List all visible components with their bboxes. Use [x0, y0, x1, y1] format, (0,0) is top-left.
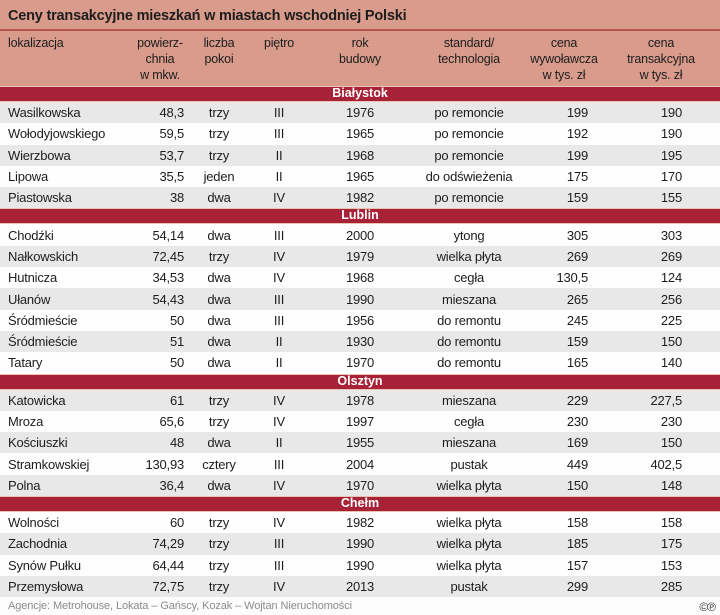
cell-lokalizacja: Mroza [8, 414, 44, 429]
cell-cena-wywolawcza: 157 [566, 557, 588, 573]
cell-liczba-pokoi: trzy [208, 248, 230, 264]
cell-rok-budowy: 2004 [345, 456, 375, 472]
cell-rok-budowy: 1956 [345, 312, 375, 328]
column-header-liczba-pokoi: liczba pokoi [203, 36, 235, 66]
cell-powierzchnia: 34,53 [152, 270, 184, 286]
cell-lokalizacja: Zachodnia [8, 536, 67, 552]
column-header-cena-wywolawcza: cena wywoławcza w tys. zł [530, 36, 598, 82]
column-headers [0, 31, 720, 86]
cell-lokalizacja: Kościuszki [8, 435, 68, 451]
cell-cena-transakcyjna: 140 [660, 355, 682, 371]
cell-standard: po remoncie [434, 147, 504, 163]
cell-cena-transakcyjna: 402,5 [650, 456, 682, 472]
column-header-powierzchnia: powierz- chnia w mkw. [137, 36, 183, 82]
cell-cena-transakcyjna: 150 [660, 435, 682, 451]
table-row [0, 453, 720, 474]
cell-standard: do remontu [437, 334, 501, 350]
cell-pietro: III [273, 536, 285, 552]
cell-powierzchnia: 65,6 [159, 414, 184, 429]
cell-liczba-pokoi: trzy [208, 579, 230, 595]
cell-lokalizacja: Tatary [8, 355, 43, 371]
cell-pietro: III [273, 126, 285, 142]
cell-pietro: IV [273, 392, 285, 408]
cell-liczba-pokoi: cztery [202, 456, 236, 472]
cell-liczba-pokoi: trzy [208, 557, 230, 573]
cell-powierzchnia: 60 [169, 515, 184, 531]
cell-rok-budowy: 1979 [345, 248, 375, 264]
cell-pietro: IV [273, 270, 285, 286]
cell-liczba-pokoi: trzy [208, 105, 230, 121]
cell-standard: cegła [453, 414, 485, 429]
cell-cena-wywolawcza: 199 [566, 147, 588, 163]
cell-cena-transakcyjna: 158 [660, 515, 682, 531]
table-row [0, 267, 720, 288]
cell-lokalizacja: Hutnicza [8, 270, 57, 286]
cell-standard: do odświeżenia [425, 169, 513, 185]
cell-cena-wywolawcza: 192 [566, 126, 588, 142]
cell-standard: do remontu [437, 355, 501, 371]
cell-cena-wywolawcza: 230 [566, 414, 588, 429]
cell-liczba-pokoi: dwa [207, 312, 231, 328]
cell-pietro: IV [273, 414, 285, 429]
cell-standard: mieszana [441, 291, 497, 307]
table-row [0, 512, 720, 533]
table-row [0, 224, 720, 245]
table-row [0, 411, 720, 432]
cell-rok-budowy: 1990 [345, 536, 375, 552]
cell-pietro: III [273, 105, 285, 121]
cell-liczba-pokoi: dwa [207, 355, 231, 371]
cell-powierzchnia: 50 [169, 355, 184, 371]
cell-cena-wywolawcza: 305 [566, 227, 588, 243]
cell-standard: cegła [453, 270, 485, 286]
cell-pietro: III [273, 456, 285, 472]
cell-rok-budowy: 1968 [345, 270, 375, 286]
cell-rok-budowy: 1965 [345, 126, 375, 142]
cell-cena-wywolawcza: 265 [566, 291, 588, 307]
cell-lokalizacja: Śródmieście [8, 312, 78, 328]
cell-rok-budowy: 1990 [345, 557, 375, 573]
cell-rok-budowy: 1976 [345, 105, 375, 121]
cell-standard: wielka płyta [436, 248, 502, 264]
cell-rok-budowy: 1982 [345, 190, 375, 206]
cell-powierzchnia: 35,5 [159, 169, 184, 185]
cell-cena-transakcyjna: 227,5 [650, 392, 682, 408]
cell-standard: pustak [450, 456, 488, 472]
cell-cena-transakcyjna: 175 [660, 536, 682, 552]
cell-lokalizacja: Wołodyjowskiego [8, 126, 106, 142]
cell-pietro: IV [273, 190, 285, 206]
cell-rok-budowy: 1978 [345, 392, 375, 408]
cell-liczba-pokoi: jeden [203, 169, 235, 185]
cell-cena-transakcyjna: 269 [660, 248, 682, 264]
table-row [0, 123, 720, 144]
cell-powierzchnia: 38 [169, 190, 184, 206]
column-header-standard: standard/ technologia [438, 36, 500, 66]
cell-cena-transakcyjna: 195 [660, 147, 682, 163]
cell-pietro: II [275, 334, 283, 350]
cell-cena-wywolawcza: 185 [566, 536, 588, 552]
cell-rok-budowy: 1970 [345, 355, 375, 371]
cell-cena-wywolawcza: 299 [566, 579, 588, 595]
cell-standard: wielka płyta [436, 536, 502, 552]
cell-lokalizacja: Wolności [8, 515, 59, 531]
cell-cena-transakcyjna: 124 [660, 270, 682, 286]
cell-standard: po remoncie [434, 105, 504, 121]
cell-standard: mieszana [441, 435, 497, 451]
cell-cena-transakcyjna: 155 [660, 190, 682, 206]
table-row [0, 555, 720, 576]
table-row [0, 390, 720, 411]
cell-pietro: II [275, 435, 283, 451]
cell-rok-budowy: 2013 [345, 579, 375, 595]
page-title: Ceny transakcyjne mieszkań w miastach wschodniej Polski [0, 0, 720, 31]
cell-powierzchnia: 72,75 [152, 579, 184, 595]
copyright-mark: ©℗ [699, 600, 715, 615]
table-row [0, 331, 720, 352]
cell-cena-wywolawcza: 229 [566, 392, 588, 408]
cell-lokalizacja: Wierzbowa [8, 147, 71, 163]
cell-standard: wielka płyta [436, 515, 502, 531]
credits-text: Agencje: Metrohouse, Lokata – Gańscy, Kozak – Wojtan Nieruchomości [8, 600, 352, 613]
cell-cena-wywolawcza: 169 [566, 435, 588, 451]
cell-lokalizacja: Synów Pułku [8, 557, 81, 573]
cell-lokalizacja: Lipowa [8, 169, 48, 185]
cell-standard: do remontu [437, 312, 501, 328]
section-header-chelm: Chełm [0, 496, 720, 512]
cell-liczba-pokoi: trzy [208, 414, 230, 429]
cell-powierzchnia: 48 [169, 435, 184, 451]
cell-cena-transakcyjna: 225 [660, 312, 682, 328]
cell-cena-wywolawcza: 245 [566, 312, 588, 328]
cell-cena-transakcyjna: 150 [660, 334, 682, 350]
cell-powierzchnia: 50 [169, 312, 184, 328]
column-header-pietro: piętro [263, 36, 295, 50]
cell-liczba-pokoi: dwa [207, 435, 231, 451]
cell-powierzchnia: 53,7 [159, 147, 184, 163]
table-row [0, 352, 720, 373]
cell-lokalizacja: Polna [8, 477, 41, 493]
cell-pietro: II [275, 355, 283, 371]
cell-liczba-pokoi: trzy [208, 536, 230, 552]
cell-powierzchnia: 48,3 [159, 105, 184, 121]
cell-standard: po remoncie [434, 126, 504, 142]
cell-lokalizacja: Chodźki [8, 227, 54, 243]
table-row [0, 187, 720, 208]
cell-pietro: IV [273, 515, 285, 531]
column-header-lokalizacja: lokalizacja [8, 36, 64, 50]
cell-powierzchnia: 59,5 [159, 126, 184, 142]
cell-pietro: II [275, 169, 283, 185]
cell-powierzchnia: 64,44 [152, 557, 184, 573]
table-row [0, 475, 720, 496]
cell-cena-wywolawcza: 175 [566, 169, 588, 185]
cell-pietro: III [273, 227, 285, 243]
cell-lokalizacja: Katowicka [8, 392, 66, 408]
cell-rok-budowy: 1965 [345, 169, 375, 185]
cell-standard: po remoncie [434, 190, 504, 206]
cell-cena-wywolawcza: 158 [566, 515, 588, 531]
cell-liczba-pokoi: trzy [208, 126, 230, 142]
cell-cena-transakcyjna: 190 [660, 126, 682, 142]
cell-pietro: IV [273, 477, 285, 493]
section-header-bialystok: Białystok [0, 86, 720, 102]
cell-rok-budowy: 1955 [345, 435, 375, 451]
table-row [0, 310, 720, 331]
cell-powierzchnia: 54,43 [152, 291, 184, 307]
cell-lokalizacja: Śródmieście [8, 334, 78, 350]
table-row [0, 102, 720, 123]
cell-cena-transakcyjna: 285 [660, 579, 682, 595]
cell-powierzchnia: 51 [169, 334, 184, 350]
cell-liczba-pokoi: trzy [208, 392, 230, 408]
cell-cena-wywolawcza: 159 [566, 190, 588, 206]
table-row [0, 166, 720, 187]
cell-powierzchnia: 74,29 [152, 536, 184, 552]
cell-cena-wywolawcza: 449 [566, 456, 588, 472]
table-row [0, 432, 720, 453]
cell-rok-budowy: 1997 [345, 414, 375, 429]
cell-cena-transakcyjna: 230 [660, 414, 682, 429]
cell-standard: mieszana [441, 392, 497, 408]
cell-rok-budowy: 2000 [345, 227, 375, 243]
cell-liczba-pokoi: dwa [207, 334, 231, 350]
cell-standard: wielka płyta [436, 557, 502, 573]
table-row [0, 288, 720, 309]
cell-lokalizacja: Wasilkowska [8, 105, 81, 121]
cell-liczba-pokoi: dwa [207, 477, 231, 493]
cell-liczba-pokoi: dwa [207, 291, 231, 307]
cell-standard: wielka płyta [436, 477, 502, 493]
cell-liczba-pokoi: dwa [207, 190, 231, 206]
cell-rok-budowy: 1982 [345, 515, 375, 531]
cell-standard: ytong [453, 227, 485, 243]
cell-lokalizacja: Nałkowskich [8, 248, 79, 264]
cell-cena-transakcyjna: 190 [660, 105, 682, 121]
cell-cena-wywolawcza: 269 [566, 248, 588, 264]
cell-powierzchnia: 54,14 [152, 227, 184, 243]
section-header-olsztyn: Olsztyn [0, 374, 720, 390]
cell-liczba-pokoi: dwa [207, 270, 231, 286]
cell-liczba-pokoi: trzy [208, 147, 230, 163]
cell-cena-wywolawcza: 159 [566, 334, 588, 350]
column-header-cena-transakcyjna: cena transakcyjna w tys. zł [627, 36, 695, 82]
cell-standard: pustak [450, 579, 488, 595]
cell-cena-transakcyjna: 170 [660, 169, 682, 185]
cell-lokalizacja: Ułanów [8, 291, 51, 307]
cell-cena-wywolawcza: 165 [566, 355, 588, 371]
cell-lokalizacja: Piastowska [8, 190, 72, 206]
cell-lokalizacja: Stramkowskiej [8, 456, 90, 472]
cell-pietro: III [273, 291, 285, 307]
table-row [0, 145, 720, 166]
cell-pietro: III [273, 557, 285, 573]
cell-powierzchnia: 130,93 [145, 456, 184, 472]
column-header-rok-budowy: rok budowy [339, 36, 381, 66]
section-header-lublin: Lublin [0, 208, 720, 224]
cell-cena-wywolawcza: 130,5 [556, 270, 588, 286]
cell-cena-transakcyjna: 153 [660, 557, 682, 573]
cell-pietro: II [275, 147, 283, 163]
cell-powierzchnia: 36,4 [159, 477, 184, 493]
cell-powierzchnia: 72,45 [152, 248, 184, 264]
cell-cena-transakcyjna: 148 [660, 477, 682, 493]
cell-rok-budowy: 1968 [345, 147, 375, 163]
cell-pietro: IV [273, 248, 285, 264]
cell-lokalizacja: Przemysłowa [8, 579, 84, 595]
cell-cena-wywolawcza: 199 [566, 105, 588, 121]
cell-rok-budowy: 1930 [345, 334, 375, 350]
cell-powierzchnia: 61 [169, 392, 184, 408]
cell-pietro: IV [273, 579, 285, 595]
table-row [0, 533, 720, 554]
cell-rok-budowy: 1990 [345, 291, 375, 307]
cell-rok-budowy: 1970 [345, 477, 375, 493]
footer [0, 597, 720, 615]
cell-cena-transakcyjna: 256 [660, 291, 682, 307]
cell-pietro: III [273, 312, 285, 328]
cell-liczba-pokoi: trzy [208, 515, 230, 531]
cell-liczba-pokoi: dwa [207, 227, 231, 243]
table-row [0, 246, 720, 267]
cell-cena-transakcyjna: 303 [660, 227, 682, 243]
table-body [0, 86, 720, 597]
cell-cena-wywolawcza: 150 [566, 477, 588, 493]
table-row [0, 576, 720, 597]
